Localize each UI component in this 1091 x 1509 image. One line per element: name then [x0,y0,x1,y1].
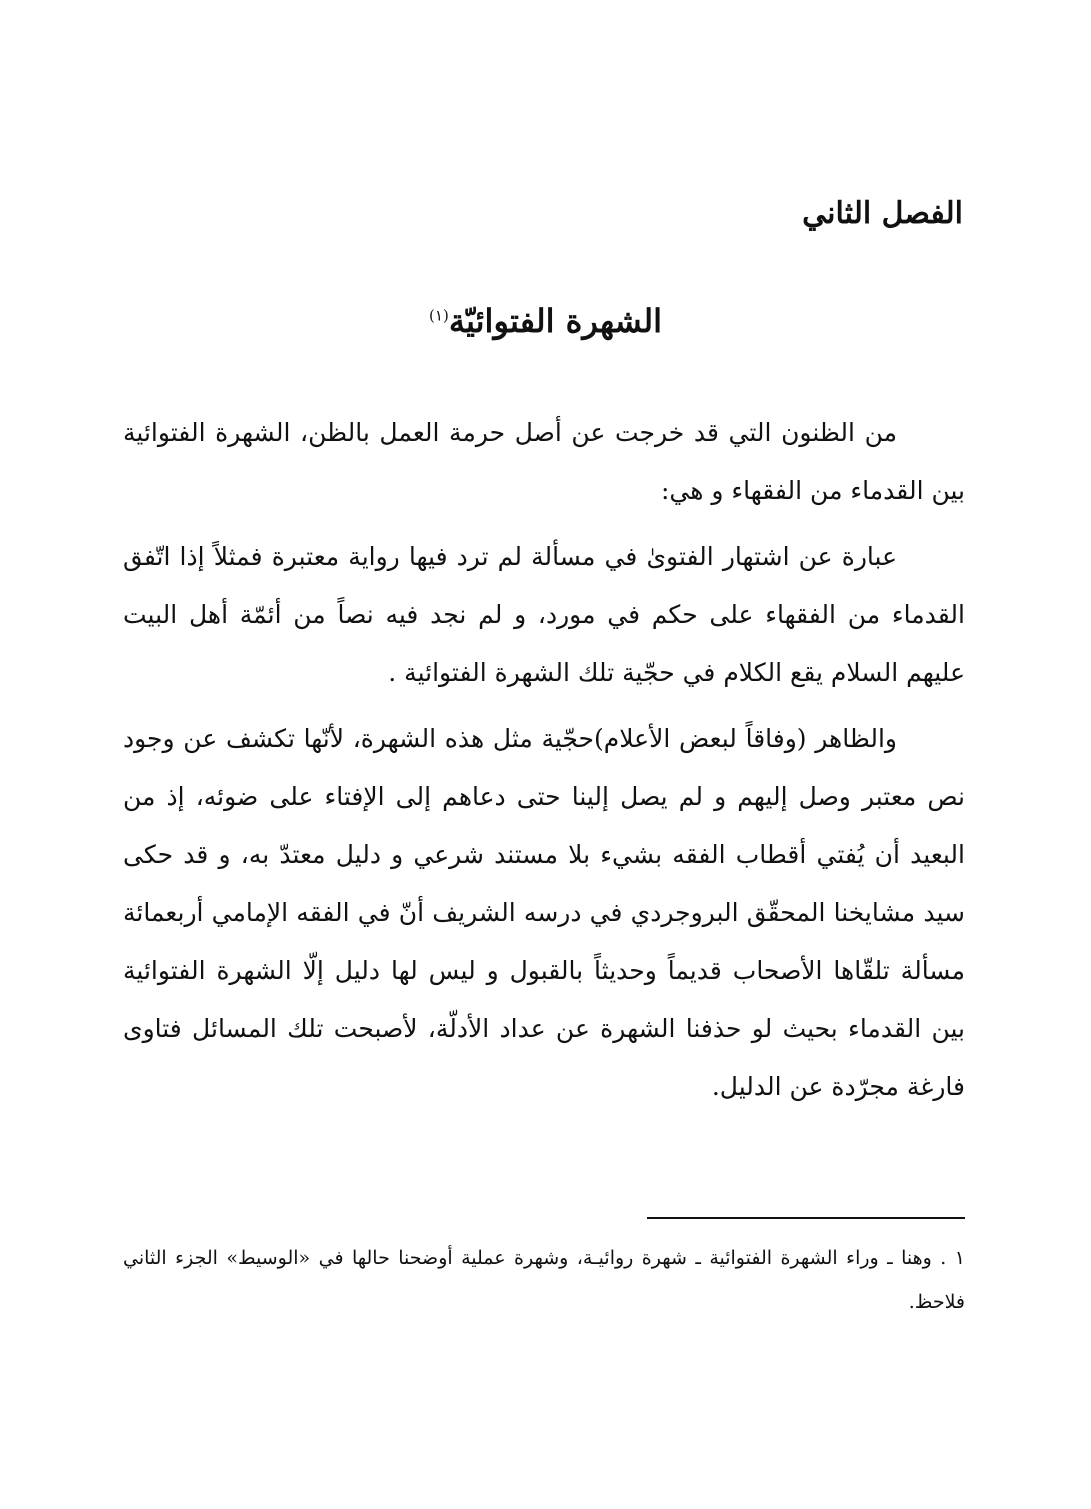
section-title-text: الشهرة الفتوائيّة [448,302,662,340]
paragraph-2: عبارة عن اشتهار الفتوىٰ في مسألة لم ترد فيها رواية معتبرة فمثلاً إذا اتّفق القدماء من الفقهاء على حكم في مورد، و لم نجد فيه نصاً من أئمّة أهل البيت عليهم السلام يقع الكلام في حجّية تلك الشهرة الفتوائية . [123,542,965,687]
chapter-title: الفصل الثاني [802,196,963,231]
paragraph-3: والظاهر (وفاقاً لبعض الأعلام)حجّية مثل هذه الشهرة، لأنّها تكشف عن وجود نص معتبر وصل إليهم و لم يصل إلينا حتى دعاهم إلى الإفتاء على ضوئه، إذ من البعيد أن يُفتي أقطاب الفقه بشيء بلا مستند شرعي و دليل معتدّ به، و قد حكى سيد مشايخنا المحقّق البروجردي في درسه الشريف أنّ في الفقه الإمامي أربعمائة مسألة تلقّاها الأصحاب قديماً وحديثاً بالقبول و ليس لها دليل إلّا الشهرة الفتوائية بين القدماء بحيث لو حذفنا الشهرة عن عداد الأدلّة، لأصبحت تلك المسائل فتاوى فارغة مجرّدة عن الدليل. [123,724,965,1101]
footnote-divider [647,1217,965,1219]
body-text [123,404,965,1124]
section-title [0,302,1091,340]
footnote-marker: (١) [429,306,449,325]
footnote: ١ . وهنا ـ وراء الشهرة الفتوائية ـ شهرة روائيـة، وشهرة عملية أوضحنا حالها في «الوسيط» الجزء الثاني فلاحظ. [123,1247,965,1313]
paragraph-1: من الظنون التي قد خرجت عن أصل حرمة العمل بالظن، الشهرة الفتوائية بين القدماء من الفقهاء و هي: [123,418,965,505]
